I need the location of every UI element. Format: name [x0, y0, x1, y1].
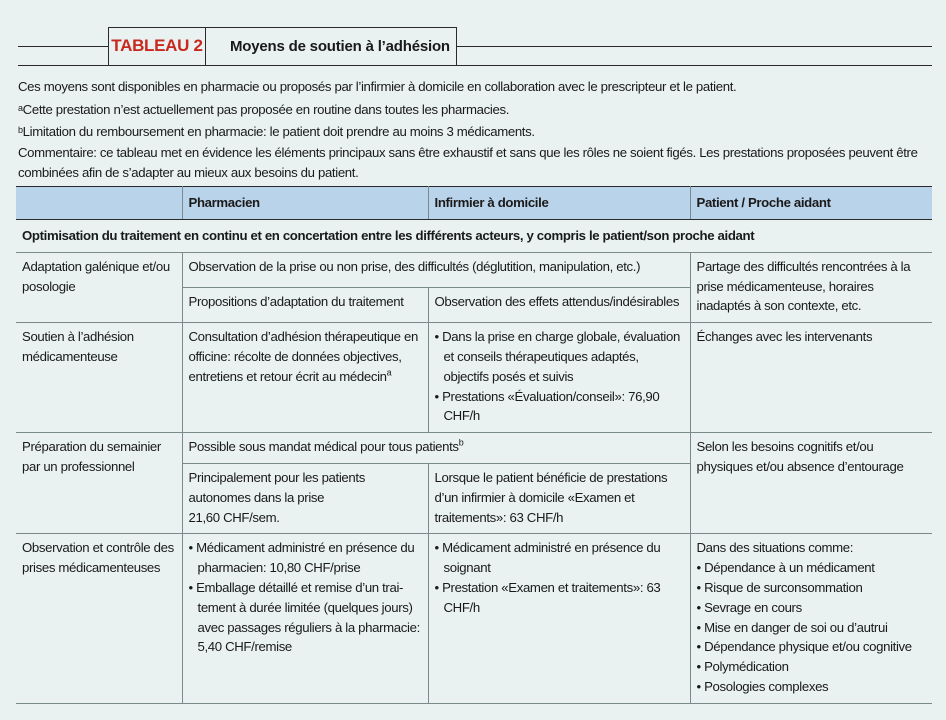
list-item: • Dans la prise en charge globale, évaluation et conseils thérapeutiques adaptés, objectifs posés et suivis [434, 329, 680, 384]
list-item: • Prestation «Examen et traitements»: 63 CHF/h [434, 579, 661, 615]
cell-pharm-soutien-text: Consultation d’adhésion thérapeutique en officine: récolte de données objectives, entretiens et retour écrit au médecin [188, 329, 418, 384]
footnote-b-mark: b [18, 125, 23, 135]
cell-pharm-semainier [182, 463, 428, 533]
table-header-row [16, 187, 932, 220]
header-rule-top-right [457, 46, 932, 47]
list-item: • Prestations «Évaluation/conseil»: 76,90 CHF/h [434, 388, 660, 424]
list-item: • Dépendance physique et/ou cognitive [696, 639, 912, 655]
cell-inf-semainier: Lorsque le patient bénéficie de prestations d’un infirmier à domicile «Examen et traitements»: 63 CHF/h [428, 463, 690, 533]
footnote-a [18, 98, 934, 121]
footnote-b-text: Limitation du remboursement en pharmacie: le patient doit prendre au moins 3 médicaments. [22, 124, 535, 139]
cell-patient-semainier: Selon les besoins cognitifs et/ou physiques et/ou absence d’entourage [690, 433, 932, 534]
row-label-adaptation: Adaptation galénique et/ou posologie [16, 252, 182, 322]
list-item: • Mise en danger de soi ou d’autrui [696, 619, 888, 635]
section-title: Optimisation du traitement en continu et en concertation entre les différents acteurs, y compris le patient/son proche aidant [16, 220, 932, 253]
table-row [16, 323, 932, 433]
cell-pharm-soutien [182, 323, 428, 433]
cell-inf-adaptation: Observation des effets attendus/indésirables [428, 287, 690, 322]
support-table [16, 186, 932, 704]
list-item: • Médicament administré en présence du pharmacien: 10,80 CHF/prise [188, 540, 415, 576]
cell-inf-soutien [428, 323, 690, 433]
header-infirmier: Infirmier à domicile [428, 187, 690, 220]
row-label-observation: Observation et contrôle des prises médicamenteuses [16, 534, 182, 703]
list-item: • Médicament administré en présence du soignant [434, 540, 661, 576]
footnote-b [18, 120, 934, 143]
intro-notes [18, 77, 934, 184]
table-row [16, 534, 932, 703]
comment: Commentaire: ce tableau met en évidence les éléments principaux sans être exhaustif et sans que les rôles ne soient figés. Les prestations proposées peuvent être combinées afin de s’adapter au mieux aux besoins du patient. [18, 144, 918, 180]
list-item: • Posologies complexes [696, 678, 829, 694]
cell-shared-semainier [182, 433, 690, 464]
header-empty [16, 187, 182, 220]
list-item: • Risque de surconsommation [696, 579, 863, 595]
row-label-soutien: Soutien à l’adhésion médicamenteuse [16, 323, 182, 433]
cell-pharm-semainier-text: Principalement pour les patients autonomes dans la prise [188, 469, 365, 505]
list-item: • Dépendance à un médicament [696, 560, 875, 576]
table-row [16, 433, 932, 464]
cell-patient-observation [690, 534, 932, 703]
cell-patient-adaptation: Partage des difficultés rencontrées à la prise médicamenteuse, horaires inadaptés à son contexte, etc. [690, 252, 932, 322]
table-title: Moyens de soutien à l’adhésion [204, 27, 457, 65]
list-item: • Sevrage en cours [696, 599, 802, 615]
cell-patient-observation-intro: Dans des situations comme: [696, 540, 854, 556]
header-patient: Patient / Proche aidant [690, 187, 932, 220]
cell-patient-soutien: Échanges avec les intervenants [690, 323, 932, 433]
section-row [16, 220, 932, 253]
footnote-ref-b: b [458, 437, 464, 448]
cell-pharm-adaptation: Propositions d’adaptation du traitement [182, 287, 428, 322]
table-tag: TABLEAU 2 [108, 27, 206, 65]
list-item: • Polymédication [696, 659, 789, 675]
header-rule-top [18, 46, 108, 47]
footnote-ref-a: a [386, 367, 392, 378]
cell-pharm-semainier-price: 21,60 CHF/sem. [188, 509, 280, 525]
footnote-a-text: Cette prestation n’est actuellement pas proposée en routine dans toutes les pharmacies. [22, 101, 510, 117]
intro-line: Ces moyens sont disponibles en pharmacie ou proposés par l’infirmier à domicile en collaboration avec le prescripteur et le patient. [18, 79, 737, 94]
row-label-semainier: Préparation du semainier par un professionnel [16, 433, 182, 534]
cell-pharm-observation [182, 534, 428, 703]
list-item: • Emballage détaillé et remise d’un traitement à durée limitée (quelques jours) avec passages réguliers à la pharmacie: 5,40 CHF/remise [188, 579, 420, 655]
cell-inf-observation [428, 534, 690, 703]
cell-shared-semainier-text: Possible sous mandat médical pour tous patients [188, 439, 459, 455]
table-row [16, 252, 932, 287]
cell-shared-observation: Observation de la prise ou non prise, des difficultés (déglutition, manipulation, etc.) [182, 252, 690, 287]
header-pharmacien: Pharmacien [182, 187, 428, 220]
footnote-a-mark: a [18, 102, 23, 113]
header-rule-bottom [18, 65, 932, 66]
